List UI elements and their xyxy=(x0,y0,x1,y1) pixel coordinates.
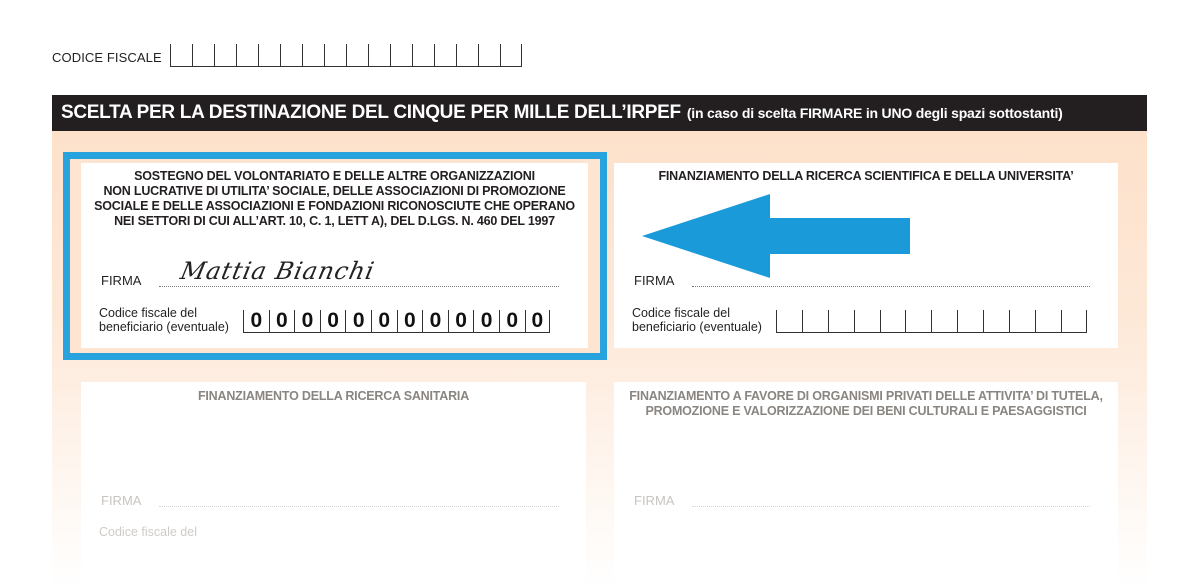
codice-digit-cell[interactable] xyxy=(828,310,854,332)
panel-beni-culturali[interactable] xyxy=(614,382,1118,588)
codice-fiscale-cell[interactable] xyxy=(500,44,522,66)
title-line: NON LUCRATIVE DI UTILITA’ SOCIALE, DELLE ASSOCIAZIONI DI PROMOZIONE xyxy=(103,184,566,198)
codice-digit-cell[interactable]: 0 xyxy=(345,310,371,332)
codice-beneficiario-label xyxy=(632,306,762,334)
panel-ricerca-universita[interactable] xyxy=(614,163,1118,348)
arrow-left-icon xyxy=(642,194,912,278)
codice-fiscale-cell[interactable] xyxy=(346,44,368,66)
codice-digit-cell[interactable] xyxy=(854,310,880,332)
codice-label-line: Codice fiscale del xyxy=(632,306,730,320)
codice-fiscale-cell[interactable] xyxy=(214,44,236,66)
codice-digit-cell[interactable] xyxy=(1035,310,1061,332)
panel-ricerca-universita-title: FINANZIAMENTO DELLA RICERCA SCIENTIFICA E DELLA UNIVERSITA’ xyxy=(658,169,1074,183)
codice-beneficiario-label xyxy=(99,306,229,334)
signature-line[interactable] xyxy=(692,286,1090,287)
section-title: SCELTA PER LA DESTINAZIONE DEL CINQUE PER MILLE DELL’IRPEF xyxy=(61,102,681,123)
signature: Mattia Bianchi xyxy=(178,257,378,285)
codice-digit-cell[interactable] xyxy=(776,310,802,332)
firma-label: FIRMA xyxy=(101,493,142,508)
title-line: SOSTEGNO DEL VOLONTARIATO E DELLE ALTRE ORGANIZZAZIONI xyxy=(134,169,535,183)
codice-beneficiario-input[interactable] xyxy=(776,310,1087,333)
codice-digit-cell[interactable]: 0 xyxy=(525,310,551,332)
codice-label-line: Codice fiscale del xyxy=(99,306,197,320)
codice-label-line: beneficiario (eventuale) xyxy=(632,320,762,334)
codice-beneficiario-label: Codice fiscale del xyxy=(99,525,197,539)
codice-fiscale-cell[interactable] xyxy=(170,44,192,66)
codice-digit-cell[interactable]: 0 xyxy=(320,310,346,332)
panel-beni-culturali-title xyxy=(614,389,1118,419)
panel-volontariato[interactable] xyxy=(81,163,588,348)
panel-volontariato-title xyxy=(81,169,588,229)
codice-digit-cell[interactable] xyxy=(880,310,906,332)
codice-digit-cell[interactable]: 0 xyxy=(397,310,423,332)
codice-digit-cell[interactable]: 0 xyxy=(473,310,499,332)
section-header xyxy=(52,95,1147,131)
codice-digit-cell[interactable]: 0 xyxy=(422,310,448,332)
codice-digit-cell[interactable] xyxy=(1009,310,1035,332)
codice-fiscale-label: CODICE FISCALE xyxy=(52,50,162,65)
codice-fiscale-cell[interactable] xyxy=(324,44,346,66)
signature-line[interactable] xyxy=(159,506,559,507)
panel-ricerca-sanitaria-title: FINANZIAMENTO DELLA RICERCA SANITARIA xyxy=(197,389,470,403)
title-line: NEI SETTORI DI CUI ALL’ART. 10, C. 1, LETT A), DEL D.LGS. N. 460 DEL 1997 xyxy=(114,214,555,228)
codice-digit-cell[interactable] xyxy=(802,310,828,332)
codice-fiscale-cell[interactable] xyxy=(456,44,478,66)
codice-fiscale-cell[interactable] xyxy=(478,44,500,66)
codice-fiscale-input[interactable] xyxy=(170,44,522,67)
codice-fiscale-cell[interactable] xyxy=(368,44,390,66)
signature-line[interactable] xyxy=(159,286,559,287)
title-line: FINANZIAMENTO A FAVORE DI ORGANISMI PRIVATI DELLE ATTIVITA’ DI TUTELA, xyxy=(629,389,1103,403)
section-note: (in caso di scelta FIRMARE in UNO degli spazi sottostanti) xyxy=(686,105,1063,121)
firma-label: FIRMA xyxy=(634,273,675,288)
codice-digit-cell[interactable]: 0 xyxy=(269,310,295,332)
title-line: SOCIALE E DELLE ASSOCIAZIONI E FONDAZIONI RICONOSCIUTE CHE OPERANO xyxy=(94,199,575,213)
codice-fiscale-cell[interactable] xyxy=(434,44,456,66)
codice-digit-cell[interactable] xyxy=(1061,310,1087,332)
panel-ricerca-sanitaria[interactable] xyxy=(81,382,586,588)
codice-label-line: beneficiario (eventuale) xyxy=(99,320,229,334)
firma-label: FIRMA xyxy=(634,493,675,508)
codice-digit-cell[interactable]: 0 xyxy=(499,310,525,332)
firma-label: FIRMA xyxy=(101,273,142,288)
codice-fiscale-cell[interactable] xyxy=(258,44,280,66)
codice-digit-cell[interactable] xyxy=(983,310,1009,332)
codice-digit-cell[interactable]: 0 xyxy=(294,310,320,332)
codice-digit-cell[interactable] xyxy=(931,310,957,332)
codice-fiscale-cell[interactable] xyxy=(192,44,214,66)
codice-beneficiario-input[interactable] xyxy=(243,310,550,333)
codice-digit-cell[interactable] xyxy=(905,310,931,332)
codice-digit-cell[interactable]: 0 xyxy=(243,310,269,332)
title-line: PROMOZIONE E VALORIZZAZIONE DEI BENI CULTURALI E PAESAGGISTICI xyxy=(645,404,1087,418)
codice-fiscale-cell[interactable] xyxy=(412,44,434,66)
codice-digit-cell[interactable] xyxy=(957,310,983,332)
codice-digit-cell[interactable]: 0 xyxy=(371,310,397,332)
codice-fiscale-cell[interactable] xyxy=(390,44,412,66)
signature-line[interactable] xyxy=(692,506,1090,507)
codice-digit-cell[interactable]: 0 xyxy=(448,310,474,332)
codice-fiscale-cell[interactable] xyxy=(280,44,302,66)
codice-fiscale-cell[interactable] xyxy=(302,44,324,66)
codice-fiscale-cell[interactable] xyxy=(236,44,258,66)
